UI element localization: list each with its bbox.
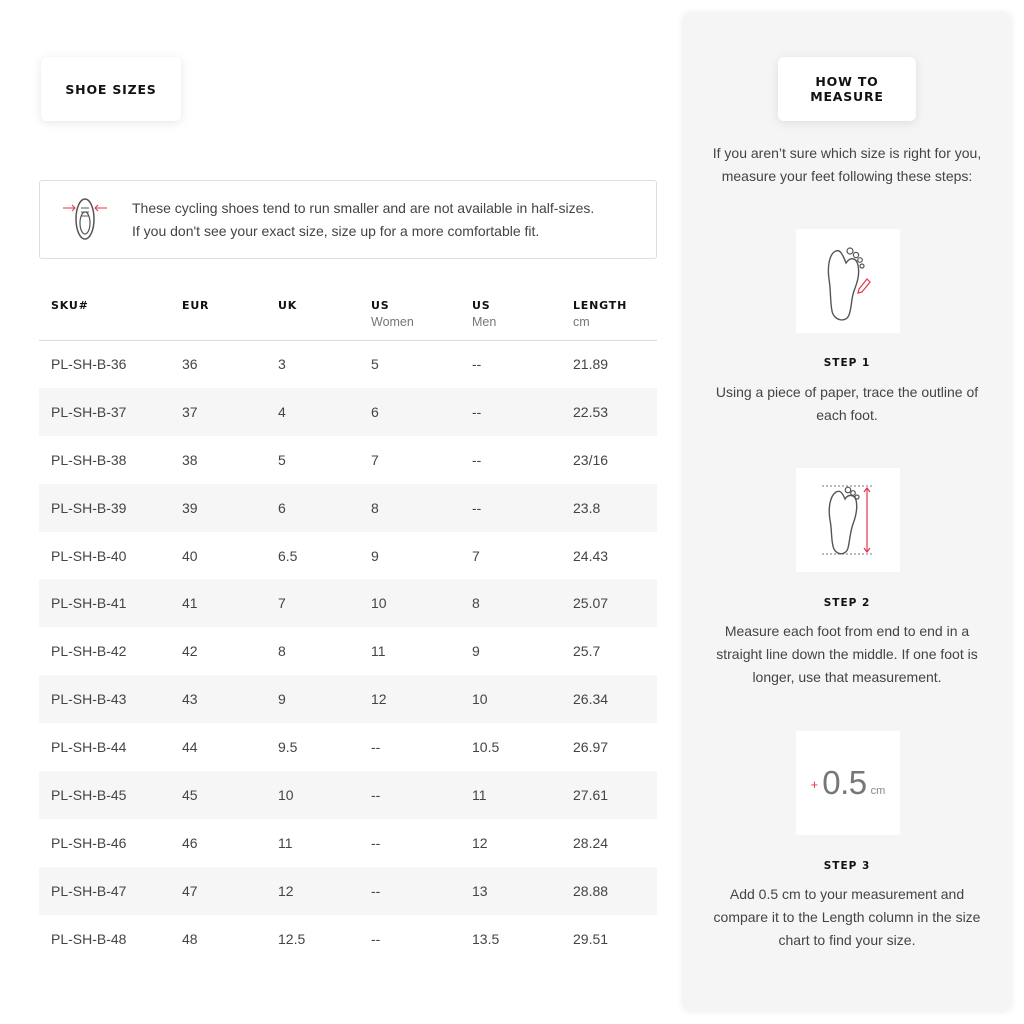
table-row bbox=[39, 484, 657, 532]
cell-eur: 41 bbox=[182, 579, 278, 627]
cell-length: 27.61 bbox=[573, 771, 657, 819]
cell-length: 24.43 bbox=[573, 547, 609, 564]
cell-eur: 38 bbox=[182, 451, 198, 468]
step-2-line-1: Measure each foot from end to end in a bbox=[724, 623, 970, 639]
cell-us-women: 6 bbox=[371, 388, 472, 436]
cell-us-women: 5 bbox=[371, 356, 379, 373]
cell-us-men: -- bbox=[472, 484, 573, 532]
table-body bbox=[39, 340, 657, 963]
cell-uk: 6 bbox=[278, 484, 371, 532]
intro-line-2: measure your feet following these steps: bbox=[721, 168, 973, 184]
cell-eur: 45 bbox=[182, 771, 278, 819]
plus-sign: + bbox=[810, 776, 819, 792]
cell-us-women: 11 bbox=[371, 643, 386, 660]
cell-sku: PL-SH-B-40 bbox=[51, 547, 127, 564]
cell-eur: 37 bbox=[182, 388, 278, 436]
col-header-uk: UK bbox=[278, 289, 371, 340]
col-header-length: LENGTH cm bbox=[573, 289, 657, 340]
cell-eur: 43 bbox=[182, 675, 278, 723]
intro-line-1: If you aren’t sure which size is right for you, bbox=[712, 145, 982, 161]
cell-us-women: 12 bbox=[371, 675, 472, 723]
col-header-us-men: US Men bbox=[472, 289, 573, 340]
table-header-row bbox=[39, 289, 657, 340]
cell-length: 22.53 bbox=[573, 388, 657, 436]
cell-us-men: -- bbox=[472, 451, 482, 468]
step-2-line-2: straight line down the middle. If one foot is bbox=[716, 646, 978, 662]
table-row bbox=[39, 819, 657, 867]
shoe-width-icon bbox=[62, 196, 108, 244]
cell-us-men: 9 bbox=[472, 643, 480, 660]
table-row bbox=[39, 532, 657, 580]
table-row bbox=[39, 675, 657, 723]
step-1-label: STEP 1 bbox=[823, 357, 871, 369]
step-3-label: STEP 3 bbox=[823, 860, 871, 872]
cell-sku: PL-SH-B-44 bbox=[51, 739, 127, 756]
cell-us-men: 12 bbox=[472, 834, 488, 851]
cell-us-men: 13.5 bbox=[472, 930, 500, 947]
cell-us-women: -- bbox=[371, 834, 381, 851]
cell-uk: 3 bbox=[278, 356, 286, 373]
col-header-eur: EUR bbox=[182, 289, 278, 340]
cell-uk: 7 bbox=[278, 579, 371, 627]
table-row bbox=[39, 579, 657, 627]
shoe-sizes-tab[interactable]: SHOE SIZES bbox=[41, 57, 181, 121]
cell-sku: PL-SH-B-46 bbox=[51, 834, 127, 851]
cell-length: 25.07 bbox=[573, 579, 657, 627]
cell-sku: PL-SH-B-39 bbox=[39, 484, 182, 532]
cell-us-women: -- bbox=[371, 771, 472, 819]
table-row bbox=[39, 627, 657, 675]
add-length-icon bbox=[796, 731, 900, 835]
cell-length: 28.24 bbox=[573, 834, 609, 851]
step-2-text bbox=[702, 620, 992, 689]
cell-us-women: -- bbox=[371, 930, 381, 947]
cell-us-women: -- bbox=[371, 739, 381, 756]
cell-length: 23.8 bbox=[573, 484, 657, 532]
cell-us-women: -- bbox=[371, 867, 472, 915]
table-row bbox=[39, 388, 657, 436]
table-row bbox=[39, 915, 657, 963]
cell-sku: PL-SH-B-48 bbox=[51, 930, 127, 947]
step-2-image bbox=[796, 468, 900, 572]
step-3-line-2: compare it to the Length column in the size bbox=[713, 909, 981, 925]
cell-sku: PL-SH-B-45 bbox=[39, 771, 182, 819]
cell-eur: 40 bbox=[182, 547, 198, 564]
step-1-line-2: each foot. bbox=[816, 407, 878, 423]
step-1-text bbox=[702, 381, 992, 427]
cell-uk: 5 bbox=[278, 451, 286, 468]
cell-uk: 6.5 bbox=[278, 547, 298, 564]
cell-sku: PL-SH-B-43 bbox=[39, 675, 182, 723]
cell-length: 21.89 bbox=[573, 356, 609, 373]
cell-us-women: 9 bbox=[371, 547, 379, 564]
table-row bbox=[39, 340, 657, 388]
foot-measure-icon bbox=[796, 468, 900, 572]
cell-uk: 12 bbox=[278, 867, 371, 915]
cell-eur: 46 bbox=[182, 834, 198, 851]
step-3-image bbox=[796, 731, 900, 835]
size-table bbox=[39, 289, 657, 963]
cell-eur: 48 bbox=[182, 930, 198, 947]
cell-eur: 42 bbox=[182, 643, 198, 660]
cell-us-men: 8 bbox=[472, 579, 573, 627]
cell-eur: 39 bbox=[182, 484, 278, 532]
step-1-line-1: Using a piece of paper, trace the outline of bbox=[715, 384, 979, 400]
cell-sku: PL-SH-B-47 bbox=[39, 867, 182, 915]
cell-length: 29.51 bbox=[573, 930, 609, 947]
notice-line-1: These cycling shoes tend to run smaller and are not available in half-sizes. bbox=[132, 200, 595, 216]
step-2-line-3: longer, use that measurement. bbox=[752, 669, 942, 685]
cell-uk: 9.5 bbox=[278, 739, 298, 756]
table-row bbox=[39, 436, 657, 484]
cell-us-women: 8 bbox=[371, 484, 472, 532]
step-3-line-3: chart to find your size. bbox=[778, 932, 916, 948]
cell-sku: PL-SH-B-42 bbox=[51, 643, 127, 660]
cell-sku: PL-SH-B-37 bbox=[39, 388, 182, 436]
sizing-notice bbox=[39, 180, 657, 259]
cell-us-men: 10 bbox=[472, 675, 573, 723]
cell-length: 28.88 bbox=[573, 867, 657, 915]
step-1-image bbox=[796, 229, 900, 333]
add-value: 0.5 bbox=[822, 764, 867, 801]
cell-us-men: 11 bbox=[472, 771, 573, 819]
how-to-measure-tab[interactable] bbox=[778, 57, 916, 121]
cell-us-women: 7 bbox=[371, 451, 379, 468]
cell-uk: 9 bbox=[278, 675, 371, 723]
cell-eur: 36 bbox=[182, 356, 198, 373]
cell-uk: 8 bbox=[278, 643, 286, 660]
notice-text bbox=[132, 197, 594, 243]
cell-us-men: -- bbox=[472, 356, 482, 373]
measure-intro bbox=[684, 142, 1010, 188]
cell-length: 23/16 bbox=[573, 451, 609, 468]
notice-line-2: If you don't see your exact size, size up for a more comfortable fit. bbox=[132, 223, 540, 239]
how-to-measure-panel bbox=[684, 14, 1010, 1010]
cell-sku: PL-SH-B-36 bbox=[51, 356, 127, 373]
cell-us-men: -- bbox=[472, 388, 573, 436]
cell-eur: 44 bbox=[182, 739, 198, 756]
step-3-line-1: Add 0.5 cm to your measurement and bbox=[729, 886, 965, 902]
cell-length: 26.97 bbox=[573, 739, 609, 756]
cell-uk: 10 bbox=[278, 771, 371, 819]
table-row bbox=[39, 771, 657, 819]
step-2-label: STEP 2 bbox=[823, 597, 871, 609]
cell-sku: PL-SH-B-41 bbox=[39, 579, 182, 627]
cell-us-men: 13 bbox=[472, 867, 573, 915]
col-header-sku: SKU# bbox=[39, 289, 182, 340]
cell-length: 25.7 bbox=[573, 643, 601, 660]
cell-us-women: 10 bbox=[371, 579, 472, 627]
cell-uk: 4 bbox=[278, 388, 371, 436]
table-row bbox=[39, 723, 657, 771]
foot-trace-icon bbox=[796, 229, 900, 333]
table-row bbox=[39, 867, 657, 915]
col-header-us-women: US Women bbox=[371, 289, 472, 340]
how-to-title-line-2: MEASURE bbox=[810, 89, 884, 104]
cell-uk: 12.5 bbox=[278, 930, 306, 947]
cell-eur: 47 bbox=[182, 867, 278, 915]
cell-length: 26.34 bbox=[573, 675, 657, 723]
cell-us-men: 10.5 bbox=[472, 739, 500, 756]
cell-sku: PL-SH-B-38 bbox=[51, 451, 127, 468]
how-to-title-line-1: HOW TO bbox=[815, 74, 879, 89]
cell-us-men: 7 bbox=[472, 547, 480, 564]
add-unit: cm bbox=[870, 785, 886, 797]
step-3-text bbox=[702, 883, 992, 952]
cell-uk: 11 bbox=[278, 834, 293, 851]
